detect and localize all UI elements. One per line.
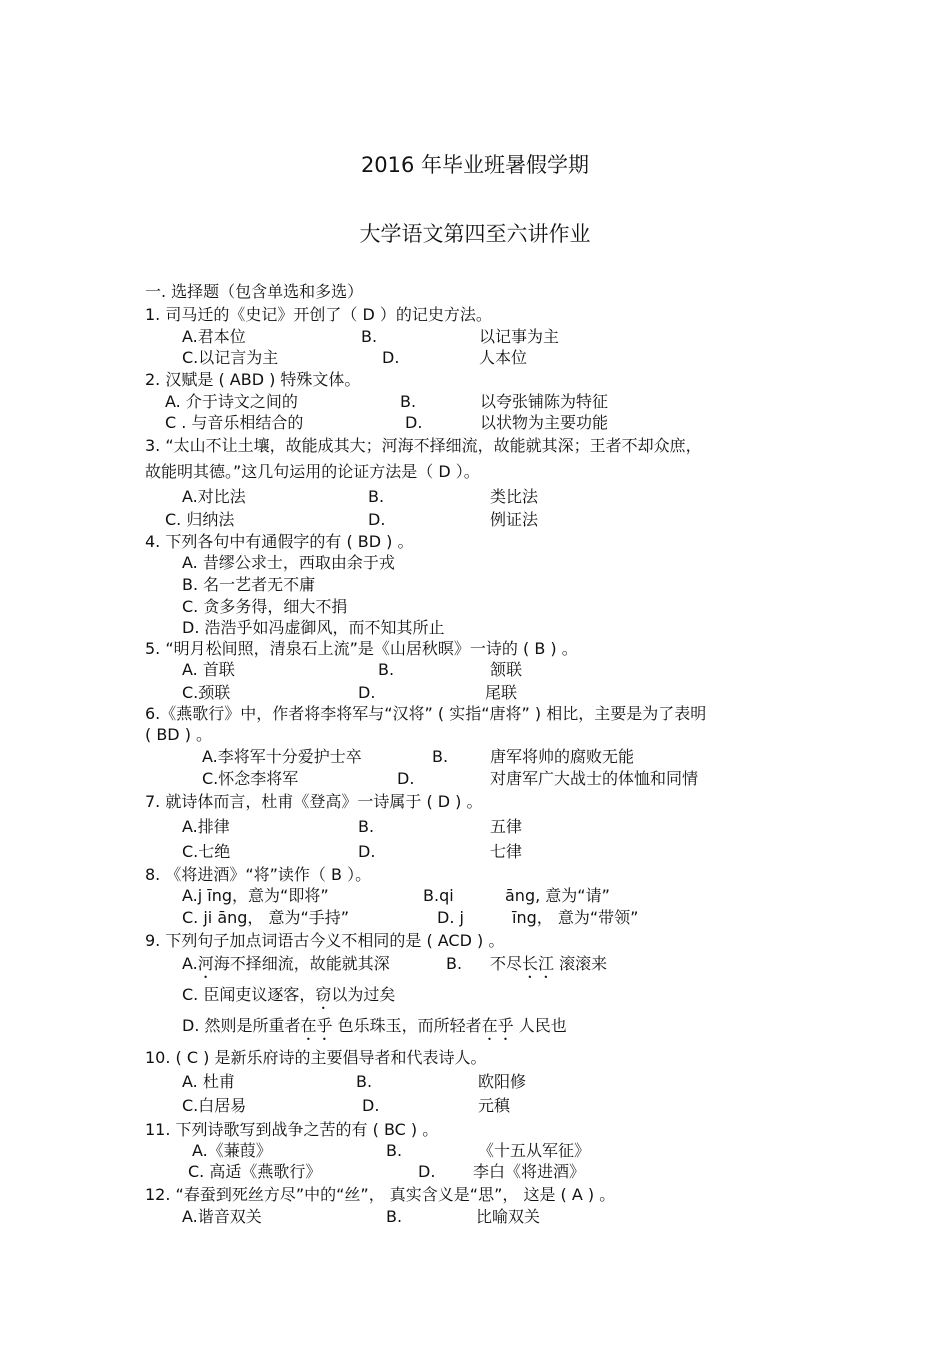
q5-option-b-text: 颔联 [490,660,523,679]
q9-option-b-dotted-word: 长江 [522,954,555,973]
q9-option-b-text-start: 不尽 [490,954,523,973]
q4-option-a: A. 昔缪公求士，西取由余于戎 [182,553,395,572]
q1-option-b-label: B. [361,327,378,346]
q12-option-a: A.谐音双关 [182,1207,262,1226]
q4-option-c: C. 贪多务得，细大不捐 [182,597,348,616]
q9-option-c-text-start: C. 臣闻吏议逐客， [182,985,316,1004]
q5-option-a: A. 首联 [182,660,235,679]
q10-option-d-text: 元稹 [478,1096,511,1115]
question-1: 1. 司马迁的《史记》开创了（ D ）的记史方法。 [145,305,492,324]
q9-option-d-text-3: 人民也 [513,1016,567,1035]
q8-option-b-label: B.qi [423,886,454,905]
q3-option-c: C. 归纳法 [165,510,235,529]
q3-option-a: A.对比法 [182,487,246,506]
q1-option-d-text: 人本位 [479,348,528,367]
q3-option-b-text: 类比法 [490,487,539,506]
q5-option-d-label: D. [358,683,376,702]
q10-option-a: A. 杜甫 [182,1072,235,1091]
q8-option-d-label: D. j [437,908,464,927]
q9-option-b [490,954,607,982]
q6-option-b-text: 唐军将帅的腐败无能 [490,747,635,766]
q9-option-d-text-2: 色乐珠玉，而所轻者 [332,1016,482,1035]
q10-option-d-label: D. [362,1096,380,1115]
q2-option-b-label: B. [400,392,417,411]
q10-option-b-label: B. [356,1072,373,1091]
q11-option-d-label: D. [418,1162,436,1181]
q9-option-b-label: B. [446,954,463,973]
q3-option-d-text: 例证法 [490,510,539,529]
section-heading: 一. 选择题（包含单选和多选） [145,282,364,301]
q8-option-c: C. ji āng， 意为“手持” [182,908,350,927]
question-9: 9. 下列句子加点词语古今义不相同的是 ( ACD ) 。 [145,931,505,950]
question-7: 7. 就诗体而言，杜甫《登高》一诗属于 ( D ) 。 [145,792,483,811]
q6-option-b-label: B. [432,747,449,766]
q3-option-d-label: D. [368,510,386,529]
q9-option-d-text-1: D. 然则是所重者 [182,1016,301,1035]
q11-option-b-label: B. [386,1141,403,1160]
question-3-line-1: 3. “太山不让土壤，故能成其大；河海不择细流，故能就其深；王者不却众庶， [145,436,702,455]
question-4: 4. 下列各句中有通假字的有 ( BD ) 。 [145,532,414,551]
q9-option-a [182,954,390,982]
q6-option-a: A.李将军十分爱护士卒 [202,747,362,766]
document-title: 2016 年毕业班暑假学期 [360,153,590,177]
q9-option-b-text-end: 滚滚来 [554,954,608,973]
question-5: 5. “明月松间照，清泉石上流”是《山居秋暝》一诗的 ( B ) 。 [145,639,578,658]
document-subtitle: 大学语文第四至六讲作业 [359,222,591,246]
question-8: 8. 《将进酒》“将”读作（ B ）。 [145,865,372,884]
q7-option-d-label: D. [358,842,376,861]
q11-option-d-text: 李白《将进酒》 [473,1162,586,1181]
question-11: 11. 下列诗歌写到战争之苦的有 ( BC ) 。 [145,1120,439,1139]
q7-option-b-text: 五律 [490,817,523,836]
q1-option-a: A.君本位 [182,327,246,346]
q1-option-d-label: D. [382,348,400,367]
q6-option-d-label: D. [397,769,415,788]
q9-option-c-text-end: 以为过矣 [331,985,396,1004]
q4-option-b: B. 名一艺者无不庸 [182,575,316,594]
q10-option-b-text: 欧阳修 [478,1072,527,1091]
q5-option-c: C.颈联 [182,683,231,702]
q3-option-b-label: B. [368,487,385,506]
q9-option-c [182,985,395,1013]
q12-option-b-text: 比喻双关 [476,1207,541,1226]
q8-option-a: A.j īng，意为“即将” [182,886,329,905]
q9-option-a-dotted-word: 河 [197,954,214,973]
q7-option-b-label: B. [358,817,375,836]
q2-option-b-text: 以夸张铺陈为特征 [480,392,609,411]
q9-option-c-dotted-word: 窃 [315,985,332,1004]
q9-option-a-text: 海不择细流，故能就其深 [213,954,390,973]
q9-option-d-dotted-word-1: 在乎 [300,1016,333,1035]
q8-option-d-text: īng， 意为“带领” [512,908,639,927]
question-12: 12. “春蚕到死丝方尽”中的“丝”， 真实含义是“思”， 这是 ( A ) 。 [145,1185,616,1204]
q5-option-b-label: B. [378,660,395,679]
question-3-line-2: 故能明其德。”这几句运用的论证方法是（ D ）。 [145,462,480,481]
q4-option-d: D. 浩浩乎如冯虚御风，而不知其所止 [182,618,445,637]
q2-option-d-text: 以状物为主要功能 [480,413,609,432]
q7-option-c: C.七绝 [182,842,231,861]
q11-option-a: A.《蒹葭》 [192,1141,272,1160]
q2-option-d-label: D. [405,413,423,432]
q9-option-d-dotted-word-2: 在乎 [481,1016,514,1035]
q6-option-d-text: 对唐军广大战士的体恤和同情 [490,769,699,788]
q6-option-c: C.怀念李将军 [202,769,299,788]
q11-option-c: C. 高适《燕歌行》 [188,1162,322,1181]
q1-option-c: C.以记言为主 [182,348,279,367]
question-6-line-2: ( BD ) 。 [145,725,213,744]
q11-option-b-text: 《十五从军征》 [478,1141,591,1160]
question-10: 10. ( C ) 是新乐府诗的主要倡导者和代表诗人。 [145,1048,487,1067]
question-6-line-1: 6.《燕歌行》中，作者将李将军与“汉将” ( 实指“唐将” ) 相比，主要是为了表明 [145,704,707,723]
q12-option-b-label: B. [386,1207,403,1226]
q2-option-c: C . 与音乐相结合的 [165,413,304,432]
q5-option-d-text: 尾联 [485,683,518,702]
q7-option-d-text: 七律 [490,842,523,861]
q7-option-a: A.排律 [182,817,230,836]
q8-option-b-text: āng, 意为“请” [505,886,610,905]
q2-option-a: A. 介于诗文之间的 [165,392,298,411]
q1-option-b-text: 以记事为主 [479,327,560,346]
q9-option-a-label: A. [182,954,198,973]
q10-option-c: C.白居易 [182,1096,247,1115]
q9-option-d [182,1016,567,1044]
question-2: 2. 汉赋是 ( ABD ) 特殊文体。 [145,370,361,389]
